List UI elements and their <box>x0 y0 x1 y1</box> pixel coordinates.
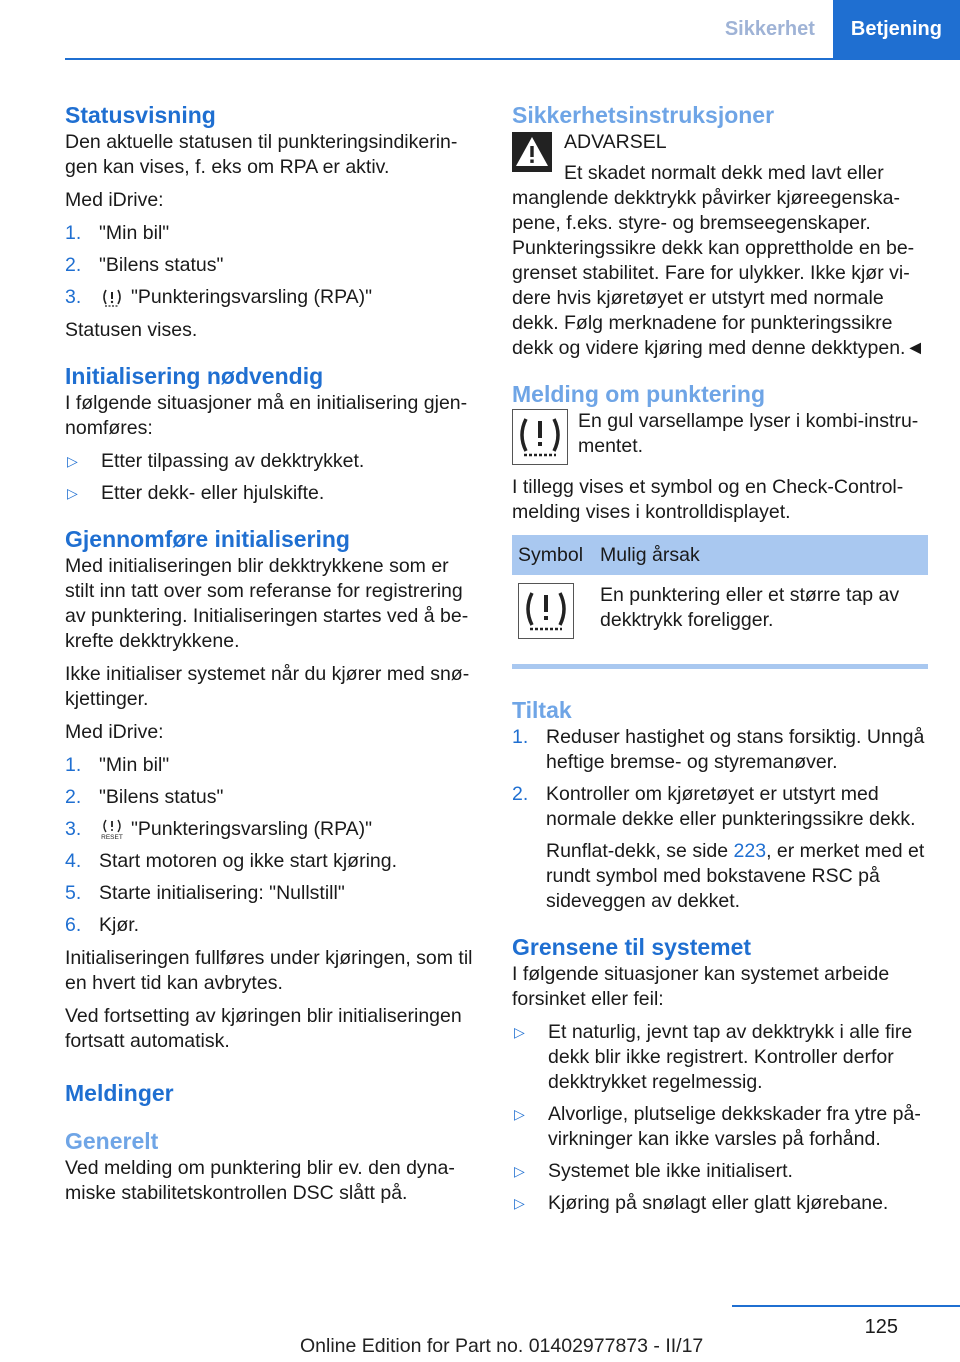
warning-text: manglende dekktrykk påvirker kjøreegenskapene, f.eks. styre- og bremseegenskaper. Punkteringssikre dekk kan opprettholde en begrenset stabilitet. Fare for ulykker. Ikke kjør videre hvis kjøretøyet er utstyrt med normale dekk. Følg merknadene for punkteringssikre dekk og videre kjøring med denne dekktypen.◄ <box>512 187 925 359</box>
tire-pressure-icon <box>99 287 125 309</box>
list-number: 6. <box>65 914 82 936</box>
paragraph: Den aktuelle statusen til punkteringsindikeringen kan vises, f. eks om RPA er aktiv. <box>65 131 458 178</box>
heading-melding-om-punktering: Melding om punktering <box>512 381 765 407</box>
list-number: 3. <box>65 818 82 840</box>
list-number: 2. <box>65 786 82 808</box>
list-text: "Bilens status" <box>99 254 224 276</box>
list-item <box>512 1159 928 1184</box>
list-item <box>512 1191 928 1216</box>
list-item <box>65 849 477 874</box>
list-text: Alvorlige, plutselige dekkskader fra ytre påvirkninger kan ikke varsles på forhånd. <box>548 1103 921 1150</box>
page-link-223[interactable]: 223 <box>733 840 767 862</box>
page-number: 125 <box>864 1316 898 1338</box>
heading-meldinger: Meldinger <box>65 1080 174 1106</box>
triangle-bullet-icon: ▷ <box>514 1163 525 1179</box>
paragraph: Ved fortsetting av kjøringen blir initialiseringen fortsatt automatisk. <box>65 1005 462 1052</box>
list-item <box>512 782 928 832</box>
list-item <box>65 253 477 278</box>
list-text: Reduser hastighet og stans forsiktig. Unngå heftige bremse- og styremanøver. <box>546 726 925 773</box>
symbol-table <box>512 535 928 658</box>
triangle-bullet-icon: ▷ <box>67 485 78 501</box>
svg-text:RESET: RESET <box>101 833 123 841</box>
page-header <box>707 0 960 58</box>
bullet-list <box>65 449 477 506</box>
lamp-row <box>512 409 928 467</box>
tire-pressure-warning-lamp-icon <box>512 409 568 465</box>
list-item <box>65 785 477 810</box>
table-cell-symbol <box>512 575 594 658</box>
limits-list <box>512 1020 928 1216</box>
list-item <box>512 725 928 775</box>
table-header-cause: Mulig årsak <box>594 535 928 575</box>
list-text: Systemet ble ikke initialisert. <box>548 1160 793 1182</box>
list-number: 3. <box>65 286 82 308</box>
list-text: "Bilens status" <box>99 786 224 808</box>
list-number: 1. <box>512 726 529 748</box>
paragraph: I følgende situasjoner må en initialisering gjennomføres: <box>65 392 468 439</box>
heading-sikkerhetsinstruksjoner: Sikkerhetsinstruksjoner <box>512 102 775 128</box>
list-number: 2. <box>512 783 529 805</box>
header-tab-sikkerhet[interactable]: Sikkerhet <box>707 0 833 58</box>
list-number: 4. <box>65 850 82 872</box>
warning-label: ADVARSEL <box>564 131 667 153</box>
list-text: "Min bil" <box>99 222 170 244</box>
paragraph: Statusen vises. <box>65 319 198 341</box>
list-number: 1. <box>65 222 82 244</box>
lamp-description: En gul varsellampe lyser i kombi-instrumentet. <box>578 410 919 457</box>
table-row <box>512 575 928 658</box>
triangle-bullet-icon: ▷ <box>514 1024 525 1040</box>
tire-pressure-warning-icon <box>518 583 574 639</box>
header-divider <box>65 58 960 60</box>
warning-text-first-line: Et skadet normalt dekk med lavt eller <box>564 162 884 184</box>
warning-block <box>512 130 928 186</box>
heading-tiltak: Tiltak <box>512 697 572 723</box>
heading-initialisering-nodvendig: Initialisering nødvendig <box>65 363 324 389</box>
list-text: "Punkteringsvarsling (RPA)" <box>131 818 373 840</box>
list-item <box>65 753 477 778</box>
heading-statusvisning: Statusvisning <box>65 102 216 128</box>
left-column <box>65 100 477 1214</box>
idrive-steps-list <box>65 221 477 310</box>
right-column <box>512 100 928 1224</box>
list-item <box>65 285 477 310</box>
list-item-sub <box>512 839 928 914</box>
table-cell-cause: En punktering eller et større tap av dekktrykk foreligger. <box>600 584 900 631</box>
paragraph: Med iDrive: <box>65 721 164 743</box>
list-number: 5. <box>65 882 82 904</box>
list-text: Kjør. <box>99 914 140 936</box>
list-item <box>65 221 477 246</box>
paragraph: I følgende situasjoner kan systemet arbeide forsinket eller feil: <box>512 963 890 1010</box>
list-item <box>65 817 477 842</box>
heading-grensene-til-systemet: Grensene til systemet <box>512 934 752 960</box>
list-number: 2. <box>65 254 82 276</box>
paragraph: I tillegg vises et symbol og en Check-Control-melding vises i kontrolldisplayet. <box>512 476 904 523</box>
warning-triangle-icon <box>512 132 552 172</box>
list-text: Et naturlig, jevnt tap av dekktrykk i alle fire dekk blir ikke registrert. Kontroller derfor dekktrykket regelmessig. <box>548 1021 913 1093</box>
list-item <box>65 449 477 474</box>
initialization-steps-list <box>65 753 477 938</box>
list-text: Etter dekk- eller hjulskifte. <box>101 482 325 504</box>
list-text: Start motoren og ikke start kjøring. <box>99 850 398 872</box>
list-item <box>65 481 477 506</box>
triangle-bullet-icon: ▷ <box>67 453 78 469</box>
list-text: Kjøring på snølagt eller glatt kjørebane. <box>548 1192 889 1214</box>
paragraph: Med iDrive: <box>65 189 164 211</box>
list-text: "Min bil" <box>99 754 170 776</box>
tiltak-list <box>512 725 928 914</box>
list-text: Etter tilpassing av dekktrykket. <box>101 450 365 472</box>
tire-pressure-reset-icon <box>99 819 125 841</box>
list-text: Starte initialisering: "Nullstill" <box>99 882 345 904</box>
header-tab-betjening[interactable]: Betjening <box>833 0 960 58</box>
list-item <box>512 1102 928 1152</box>
paragraph: Med initialiseringen blir dekktrykkene som er stilt inn tatt over som referanse for registrering av punktering. Initialiseringen startes ved å bekrefte dekktrykkene. <box>65 555 469 652</box>
list-text: "Punkteringsvarsling (RPA)" <box>131 286 373 308</box>
list-item <box>512 1020 928 1095</box>
heading-gjennomfore-initialisering: Gjennomføre initialisering <box>65 526 350 552</box>
paragraph: Ikke initialiser systemet når du kjører med snøkjettinger. <box>65 663 470 710</box>
table-bottom-rule <box>512 664 928 669</box>
paragraph: Initialiseringen fullføres under kjøringen, som til en hvert tid kan avbrytes. <box>65 947 473 994</box>
list-item <box>65 913 477 938</box>
list-text: Kontroller om kjøretøyet er utstyrt med normale dekke eller punkteringssikre dekk. <box>546 783 916 830</box>
runflat-note: Runflat-dekk, se side 223, er merket med et rundt symbol med bokstavene RSC på sideveggen av dekket. <box>546 840 925 912</box>
list-number: 1. <box>65 754 82 776</box>
table-header-symbol: Symbol <box>512 535 594 575</box>
heading-generelt: Generelt <box>65 1128 159 1154</box>
paragraph: Ved melding om punktering blir ev. den dynamiske stabilitetskontrollen DSC slått på. <box>65 1157 455 1204</box>
footer-divider <box>732 1305 960 1307</box>
edition-footer: Online Edition for Part no. 01402977873 - II/17 <box>300 1335 704 1357</box>
list-item <box>65 881 477 906</box>
triangle-bullet-icon: ▷ <box>514 1195 525 1211</box>
triangle-bullet-icon: ▷ <box>514 1106 525 1122</box>
